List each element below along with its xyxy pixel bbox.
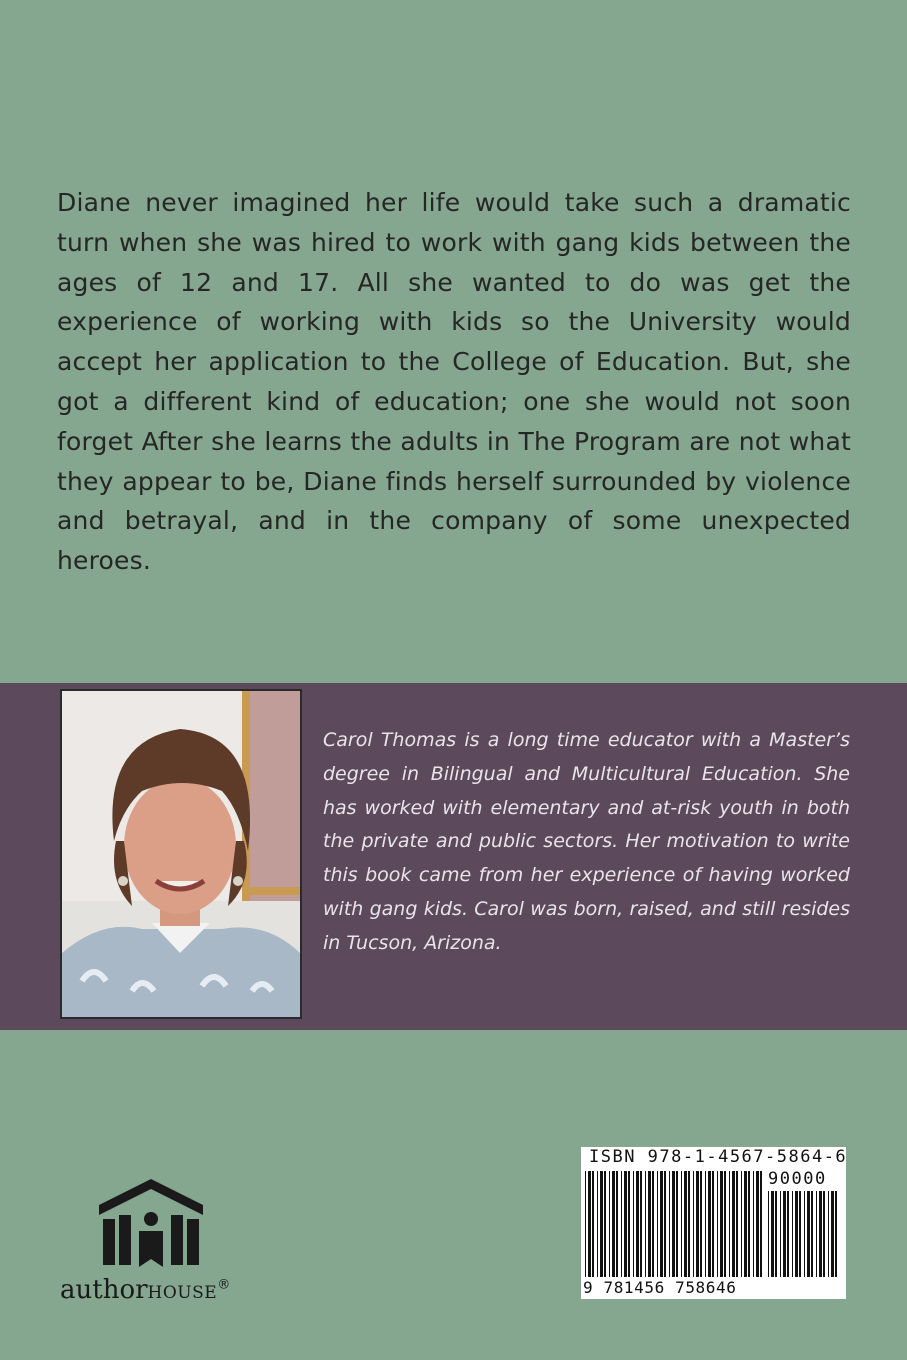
barcode-bar — [775, 1191, 777, 1277]
barcode-bar — [588, 1171, 591, 1277]
barcode-bar — [823, 1191, 825, 1277]
barcode-bar — [700, 1171, 702, 1277]
barcode-bar — [828, 1191, 829, 1277]
barcode-bar — [807, 1191, 810, 1277]
barcode-bar — [696, 1171, 699, 1277]
barcode-bar — [600, 1171, 603, 1277]
barcode-bar — [760, 1171, 762, 1277]
barcode-bar — [799, 1191, 801, 1277]
barcode-bar — [585, 1171, 586, 1277]
barcode-bar — [783, 1191, 786, 1277]
barcode-bar — [717, 1171, 718, 1277]
barcode-bar — [657, 1171, 658, 1277]
barcode-bar — [831, 1191, 834, 1277]
barcode-bar — [729, 1171, 730, 1277]
barcode-bar — [660, 1171, 663, 1277]
barcode-bar — [636, 1171, 639, 1277]
barcode-bar — [645, 1171, 646, 1277]
price-addon-label: 90000 — [768, 1169, 827, 1189]
barcode-bar — [811, 1191, 813, 1277]
authorhouse-logo-icon — [95, 1175, 207, 1270]
barcode-bar — [693, 1171, 694, 1277]
barcode-bar — [804, 1191, 805, 1277]
barcode-bar — [621, 1171, 622, 1277]
isbn-barcode — [581, 1147, 846, 1299]
barcode-bar — [732, 1171, 735, 1277]
barcode-bar — [624, 1171, 627, 1277]
barcode-bar — [681, 1171, 682, 1277]
barcode-bar — [708, 1171, 711, 1277]
barcode-bar — [736, 1171, 738, 1277]
ean-number: 9 781456 758646 — [583, 1278, 737, 1297]
barcode-bar — [787, 1191, 789, 1277]
barcode-bar — [684, 1171, 687, 1277]
barcode-bar — [753, 1171, 754, 1277]
barcode-bar — [744, 1171, 747, 1277]
barcode-bar — [604, 1171, 606, 1277]
barcode-bar — [676, 1171, 678, 1277]
barcode-bar — [592, 1171, 594, 1277]
author-bio: Carol Thomas is a long time educator with a Master’s degree in Bilingual and Multicultural Education. She has worked with elementary and at-risk youth in both the private and public sectors. Her motivation to write this book came from her experience of having worked with gang kids. Carol was born, raised, and still resides in Tucson, Arizona. — [323, 729, 850, 954]
barcode-bar — [612, 1171, 615, 1277]
publisher-logo — [60, 1175, 260, 1315]
barcode-bar — [771, 1191, 774, 1277]
barcode-bar — [816, 1191, 817, 1277]
barcode-bar — [795, 1191, 798, 1277]
barcode-bar — [672, 1171, 675, 1277]
isbn-label: ISBN 978-1-4567-5864-6 — [589, 1147, 848, 1167]
addon-barcode-bars — [768, 1191, 840, 1277]
barcode-bar — [664, 1171, 666, 1277]
publisher-name: authorHOUSE® — [60, 1275, 231, 1305]
barcode-bar — [792, 1191, 793, 1277]
barcode-bar — [669, 1171, 670, 1277]
barcode-bar — [741, 1171, 742, 1277]
ean-barcode-bars — [585, 1171, 763, 1277]
barcode-bar — [597, 1171, 598, 1277]
barcode-bar — [724, 1171, 726, 1277]
barcode-bar — [819, 1191, 822, 1277]
barcode-bar — [720, 1171, 723, 1277]
barcode-bar — [633, 1171, 634, 1277]
barcode-bar — [688, 1171, 690, 1277]
barcode-bar — [652, 1171, 654, 1277]
barcode-bar — [748, 1171, 750, 1277]
barcode-bar — [616, 1171, 618, 1277]
author-photo — [60, 689, 302, 1019]
barcode-bar — [640, 1171, 642, 1277]
barcode-bar — [648, 1171, 651, 1277]
barcode-bar — [756, 1171, 759, 1277]
barcode-bar — [835, 1191, 837, 1277]
barcode-bar — [609, 1171, 610, 1277]
barcode-bar — [768, 1191, 769, 1277]
barcode-bar — [705, 1171, 706, 1277]
barcode-bar — [780, 1191, 781, 1277]
barcode-bar — [628, 1171, 630, 1277]
back-cover-blurb: Diane never imagined her life would take such a dramatic turn when she was hired to work with gang kids between the ages of 12 and 17. All she wanted to do was get the experience of working with kids so the University would accept her application to the College of Education. But, she got a different kind of education; one she would not soon forget After she learns the adults in The Program are not what they appear to be, Diane finds herself surrounded by violence and betrayal, and in the company of some unexpected heroes. — [57, 188, 851, 576]
barcode-bar — [712, 1171, 714, 1277]
